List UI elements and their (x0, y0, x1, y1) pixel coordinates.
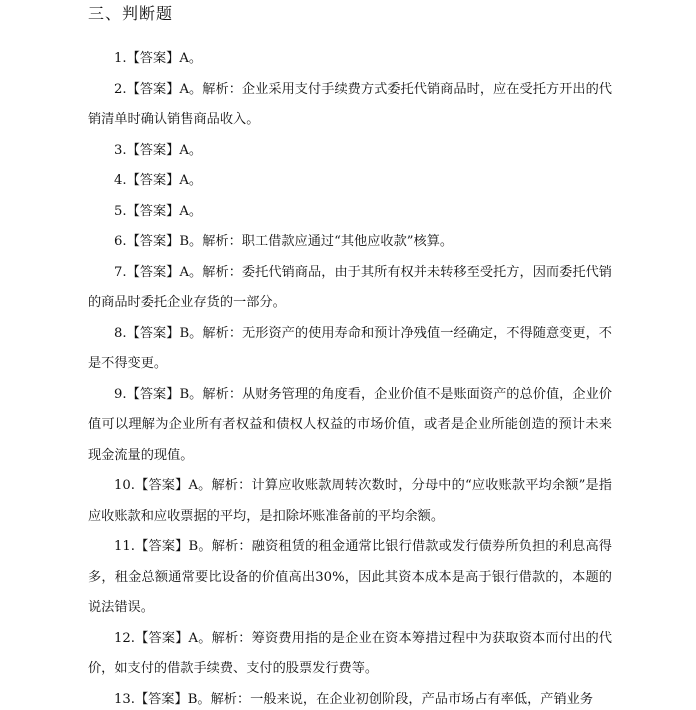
answer-item-5: 5.【答案】A。 (114, 203, 203, 219)
answer-item-8: 8.【答案】B。解析：无形资产的使用寿命和预计净残值一经确定，不得随意变更，不是不得变更。 (88, 325, 612, 371)
section-title: 三、判断题 (88, 4, 174, 23)
answer-item-4: 4.【答案】A。 (114, 173, 203, 188)
answer-item-6: 6.【答案】B。解析：职工借款应通过“其他应收款”核算。 (114, 234, 454, 249)
answer-item-11: 11.【答案】B。解析：融资租赁的租金通常比银行借款或发行债券所负担的利息高得多，租金总额通常要比设备的价值高出30%，因此其资本成本是高于银行借款的，本题的说法错误。 (88, 539, 612, 615)
answer-item-3: 3.【答案】A。 (114, 142, 203, 158)
answer-item-7: 7.【答案】A。解析：委托代销商品，由于其所有权并未转移至受托方，因而委托代销的商品时委托企业存货的一部分。 (88, 264, 612, 310)
answer-item-9: 9.【答案】B。解析：从财务管理的角度看，企业价值不是账面资产的总价值，企业价值可以理解为企业所有者权益和债权人权益的市场价值，或者是企业所能创造的预计未来现金流量的现值。 (88, 386, 612, 463)
answer-item-13: 13.【答案】B。解析：一般来说，在企业初创阶段，产品市场占有率低，产销业务 (114, 691, 594, 707)
answer-item-1: 1.【答案】A。 (114, 51, 203, 66)
answer-item-10: 10.【答案】A。解析：计算应收账款周转次数时，分母中的“应收账款平均余额”是指应收账款和应收票据的平均，是扣除坏账准备前的平均余额。 (88, 478, 612, 524)
answer-item-2: 2.【答案】A。解析：企业采用支付手续费方式委托代销商品时，应在受托方开出的代销清单时确认销售商品收入。 (88, 81, 612, 127)
answer-list (88, 44, 612, 710)
answer-item-12: 12.【答案】A。解析：筹资费用指的是企业在资本筹措过程中为获取资本而付出的代价，如支付的借款手续费、支付的股票发行费等。 (88, 630, 612, 676)
